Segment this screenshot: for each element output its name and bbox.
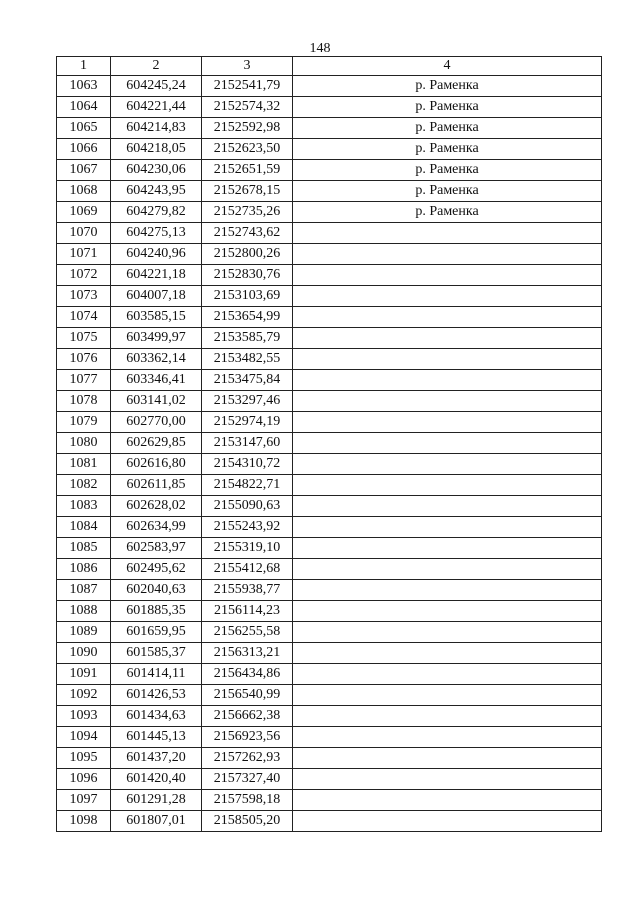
table-row <box>57 286 602 307</box>
table-row <box>57 559 602 580</box>
coordinates-table <box>56 56 602 832</box>
cell-number: 1087 <box>57 580 111 601</box>
table-row <box>57 391 602 412</box>
cell-x: 604245,24 <box>111 76 202 97</box>
table-row <box>57 580 602 601</box>
cell-number: 1085 <box>57 538 111 559</box>
cell-x: 601414,11 <box>111 664 202 685</box>
cell-description <box>293 748 602 769</box>
cell-description <box>293 685 602 706</box>
table-row <box>57 748 602 769</box>
cell-x: 602634,99 <box>111 517 202 538</box>
cell-number: 1077 <box>57 370 111 391</box>
table-row <box>57 139 602 160</box>
column-header-description: 4 <box>293 57 602 76</box>
cell-x: 604221,44 <box>111 97 202 118</box>
table-row <box>57 685 602 706</box>
cell-y: 2152830,76 <box>202 265 293 286</box>
table-row <box>57 265 602 286</box>
cell-x: 602583,97 <box>111 538 202 559</box>
cell-x: 601885,35 <box>111 601 202 622</box>
cell-x: 601445,13 <box>111 727 202 748</box>
cell-x: 603585,15 <box>111 307 202 328</box>
cell-y: 2158505,20 <box>202 811 293 832</box>
cell-y: 2154310,72 <box>202 454 293 475</box>
cell-number: 1069 <box>57 202 111 223</box>
cell-x: 602628,02 <box>111 496 202 517</box>
table-row <box>57 727 602 748</box>
cell-y: 2157327,40 <box>202 769 293 790</box>
cell-number: 1080 <box>57 433 111 454</box>
cell-number: 1078 <box>57 391 111 412</box>
cell-number: 1063 <box>57 76 111 97</box>
table-body <box>57 76 602 832</box>
cell-x: 603141,02 <box>111 391 202 412</box>
cell-number: 1084 <box>57 517 111 538</box>
cell-x: 602616,80 <box>111 454 202 475</box>
cell-description: р. Раменка <box>293 118 602 139</box>
column-header-x: 2 <box>111 57 202 76</box>
cell-x: 602629,85 <box>111 433 202 454</box>
cell-y: 2156923,56 <box>202 727 293 748</box>
cell-description <box>293 349 602 370</box>
cell-x: 604214,83 <box>111 118 202 139</box>
cell-description <box>293 517 602 538</box>
cell-number: 1066 <box>57 139 111 160</box>
cell-y: 2155938,77 <box>202 580 293 601</box>
cell-x: 604230,06 <box>111 160 202 181</box>
cell-number: 1073 <box>57 286 111 307</box>
table-row <box>57 622 602 643</box>
cell-description <box>293 706 602 727</box>
cell-description <box>293 265 602 286</box>
cell-number: 1089 <box>57 622 111 643</box>
cell-number: 1097 <box>57 790 111 811</box>
table-row <box>57 811 602 832</box>
cell-x: 601426,53 <box>111 685 202 706</box>
cell-number: 1064 <box>57 97 111 118</box>
cell-x: 602495,62 <box>111 559 202 580</box>
cell-number: 1090 <box>57 643 111 664</box>
cell-description <box>293 538 602 559</box>
cell-x: 601420,40 <box>111 769 202 790</box>
table-row <box>57 433 602 454</box>
table-row <box>57 223 602 244</box>
table-row <box>57 517 602 538</box>
table-row <box>57 244 602 265</box>
cell-y: 2156114,23 <box>202 601 293 622</box>
table-row <box>57 307 602 328</box>
cell-x: 601807,01 <box>111 811 202 832</box>
cell-y: 2153103,69 <box>202 286 293 307</box>
table-row <box>57 160 602 181</box>
cell-number: 1088 <box>57 601 111 622</box>
cell-x: 602040,63 <box>111 580 202 601</box>
cell-y: 2153147,60 <box>202 433 293 454</box>
cell-number: 1081 <box>57 454 111 475</box>
cell-y: 2152623,50 <box>202 139 293 160</box>
cell-y: 2156313,21 <box>202 643 293 664</box>
cell-y: 2156434,86 <box>202 664 293 685</box>
cell-description <box>293 433 602 454</box>
cell-y: 2153297,46 <box>202 391 293 412</box>
cell-y: 2152592,98 <box>202 118 293 139</box>
cell-description <box>293 664 602 685</box>
cell-description <box>293 244 602 265</box>
table-row <box>57 790 602 811</box>
cell-description <box>293 580 602 601</box>
cell-number: 1065 <box>57 118 111 139</box>
cell-number: 1093 <box>57 706 111 727</box>
cell-y: 2157262,93 <box>202 748 293 769</box>
cell-number: 1076 <box>57 349 111 370</box>
cell-number: 1067 <box>57 160 111 181</box>
cell-x: 604243,95 <box>111 181 202 202</box>
cell-description <box>293 391 602 412</box>
cell-y: 2152800,26 <box>202 244 293 265</box>
table-row <box>57 643 602 664</box>
cell-number: 1074 <box>57 307 111 328</box>
cell-description <box>293 328 602 349</box>
table-row <box>57 370 602 391</box>
cell-description <box>293 454 602 475</box>
table-row <box>57 349 602 370</box>
cell-description <box>293 559 602 580</box>
cell-y: 2152974,19 <box>202 412 293 433</box>
cell-number: 1091 <box>57 664 111 685</box>
cell-y: 2153482,55 <box>202 349 293 370</box>
table-row <box>57 769 602 790</box>
cell-x: 602770,00 <box>111 412 202 433</box>
cell-y: 2153585,79 <box>202 328 293 349</box>
cell-description <box>293 286 602 307</box>
cell-number: 1096 <box>57 769 111 790</box>
cell-y: 2155243,92 <box>202 517 293 538</box>
page-number: 148 <box>309 41 331 56</box>
cell-x: 604279,82 <box>111 202 202 223</box>
cell-number: 1095 <box>57 748 111 769</box>
cell-description: р. Раменка <box>293 160 602 181</box>
cell-description <box>293 475 602 496</box>
cell-y: 2152651,59 <box>202 160 293 181</box>
table-row <box>57 328 602 349</box>
cell-number: 1083 <box>57 496 111 517</box>
table-row <box>57 412 602 433</box>
column-header-y: 3 <box>202 57 293 76</box>
cell-number: 1086 <box>57 559 111 580</box>
cell-x: 601585,37 <box>111 643 202 664</box>
cell-description <box>293 811 602 832</box>
cell-y: 2155319,10 <box>202 538 293 559</box>
cell-description: р. Раменка <box>293 202 602 223</box>
cell-y: 2156540,99 <box>202 685 293 706</box>
table-row <box>57 202 602 223</box>
column-header-number: 1 <box>57 57 111 76</box>
table-row <box>57 664 602 685</box>
cell-y: 2152574,32 <box>202 97 293 118</box>
cell-description <box>293 727 602 748</box>
table-row <box>57 496 602 517</box>
cell-description <box>293 769 602 790</box>
cell-description <box>293 496 602 517</box>
cell-description: р. Раменка <box>293 97 602 118</box>
cell-x: 603346,41 <box>111 370 202 391</box>
cell-y: 2157598,18 <box>202 790 293 811</box>
cell-description <box>293 370 602 391</box>
cell-number: 1094 <box>57 727 111 748</box>
cell-description: р. Раменка <box>293 181 602 202</box>
cell-number: 1092 <box>57 685 111 706</box>
table-row <box>57 97 602 118</box>
cell-x: 601437,20 <box>111 748 202 769</box>
cell-x: 601291,28 <box>111 790 202 811</box>
cell-y: 2153654,99 <box>202 307 293 328</box>
cell-number: 1079 <box>57 412 111 433</box>
cell-description <box>293 307 602 328</box>
cell-description <box>293 622 602 643</box>
table-row <box>57 538 602 559</box>
cell-x: 604218,05 <box>111 139 202 160</box>
cell-description <box>293 643 602 664</box>
cell-number: 1070 <box>57 223 111 244</box>
cell-number: 1082 <box>57 475 111 496</box>
cell-x: 602611,85 <box>111 475 202 496</box>
cell-number: 1068 <box>57 181 111 202</box>
cell-x: 604240,96 <box>111 244 202 265</box>
cell-description: р. Раменка <box>293 76 602 97</box>
cell-number: 1071 <box>57 244 111 265</box>
table-header-row <box>57 57 602 76</box>
table-row <box>57 76 602 97</box>
cell-description <box>293 601 602 622</box>
cell-y: 2155090,63 <box>202 496 293 517</box>
cell-y: 2152735,26 <box>202 202 293 223</box>
cell-x: 604007,18 <box>111 286 202 307</box>
cell-x: 603362,14 <box>111 349 202 370</box>
table-row <box>57 475 602 496</box>
cell-x: 604275,13 <box>111 223 202 244</box>
cell-y: 2152743,62 <box>202 223 293 244</box>
cell-number: 1098 <box>57 811 111 832</box>
cell-y: 2152541,79 <box>202 76 293 97</box>
cell-y: 2156662,38 <box>202 706 293 727</box>
cell-x: 601434,63 <box>111 706 202 727</box>
cell-x: 603499,97 <box>111 328 202 349</box>
table-row <box>57 181 602 202</box>
cell-x: 604221,18 <box>111 265 202 286</box>
cell-x: 601659,95 <box>111 622 202 643</box>
cell-description <box>293 790 602 811</box>
cell-y: 2154822,71 <box>202 475 293 496</box>
table-row <box>57 601 602 622</box>
cell-number: 1072 <box>57 265 111 286</box>
cell-y: 2152678,15 <box>202 181 293 202</box>
cell-number: 1075 <box>57 328 111 349</box>
cell-description <box>293 223 602 244</box>
table-row <box>57 118 602 139</box>
cell-description <box>293 412 602 433</box>
table-row <box>57 454 602 475</box>
table-row <box>57 706 602 727</box>
cell-y: 2153475,84 <box>202 370 293 391</box>
cell-y: 2156255,58 <box>202 622 293 643</box>
cell-description: р. Раменка <box>293 139 602 160</box>
cell-y: 2155412,68 <box>202 559 293 580</box>
